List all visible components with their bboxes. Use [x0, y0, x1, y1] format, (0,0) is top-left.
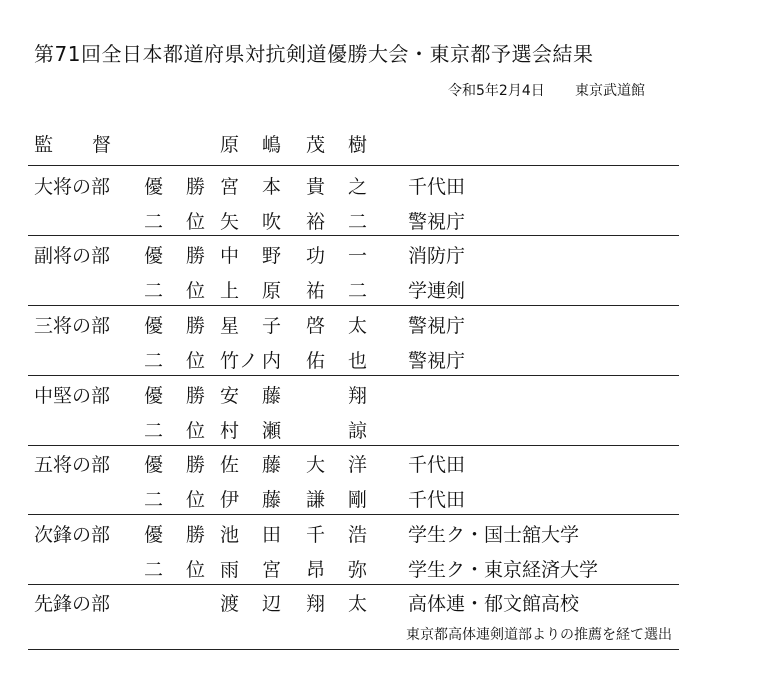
affiliation: 千代田 — [408, 489, 466, 511]
name-char: 宮 — [262, 559, 282, 581]
name-char: 吹 — [262, 211, 282, 233]
affiliation: 千代田 — [408, 176, 466, 198]
name-char: 内 — [262, 350, 282, 372]
rank-char: 勝 — [186, 315, 206, 337]
name-char: 太 — [348, 315, 368, 337]
division-label: 五将の部 — [34, 454, 111, 476]
name-char: 謙 — [306, 489, 326, 511]
name-char: 田 — [262, 524, 282, 546]
division-label: 次鋒の部 — [34, 524, 111, 546]
affiliation: 学生ク・国士舘大学 — [408, 524, 580, 546]
division-label: 大将の部 — [34, 176, 111, 198]
name-char: 也 — [348, 350, 368, 372]
director-name-char: 原 — [220, 134, 240, 156]
affiliation: 高体連・郁文館高校 — [408, 593, 580, 615]
director-label-1: 監 — [34, 134, 54, 156]
name-char: 二 — [348, 211, 368, 233]
rank-char: 優 — [144, 176, 164, 198]
table-row — [0, 587, 760, 621]
name-char: 裕 — [306, 211, 326, 233]
rank-char: 位 — [186, 211, 206, 233]
affiliation: 千代田 — [408, 454, 466, 476]
rank-char: 優 — [144, 454, 164, 476]
division-label: 副将の部 — [34, 245, 111, 267]
name-char: 二 — [348, 280, 368, 302]
name-char: 矢 — [220, 211, 240, 233]
rank-char: 勝 — [186, 385, 206, 407]
divider — [28, 649, 679, 650]
division-label: 先鋒の部 — [34, 593, 111, 615]
name-char: 剛 — [348, 489, 368, 511]
event-venue: 東京武道館 — [575, 83, 645, 99]
name-char: 上 — [220, 280, 240, 302]
name-char: 安 — [220, 385, 240, 407]
rank-char: 勝 — [186, 454, 206, 476]
table-row — [0, 414, 760, 448]
rank-char: 勝 — [186, 524, 206, 546]
name-char: 藤 — [262, 385, 282, 407]
rank-char: 二 — [144, 280, 164, 302]
rank-char: 位 — [186, 420, 206, 442]
rank-char: 優 — [144, 524, 164, 546]
director-name-char: 嶋 — [262, 134, 282, 156]
rank-char: 優 — [144, 385, 164, 407]
name-char: 池 — [220, 524, 240, 546]
table-row — [0, 448, 760, 482]
name-char: 原 — [262, 280, 282, 302]
name-char: 瀬 — [262, 420, 282, 442]
name-char: 中 — [220, 245, 240, 267]
name-char: 之 — [348, 176, 368, 198]
affiliation: 警視庁 — [408, 350, 466, 372]
rank-char: 勝 — [186, 245, 206, 267]
table-row — [0, 170, 760, 204]
name-char: 藤 — [262, 489, 282, 511]
rank-char: 二 — [144, 211, 164, 233]
table-row — [0, 483, 760, 517]
director-name-char: 茂 — [306, 134, 326, 156]
name-char: 祐 — [306, 280, 326, 302]
name-char: 宮 — [220, 176, 240, 198]
name-char: 洋 — [348, 454, 368, 476]
name-char: 竹ノ — [220, 350, 259, 372]
name-char: 星 — [220, 315, 240, 337]
rank-char: 二 — [144, 559, 164, 581]
name-char: 子 — [262, 315, 282, 337]
table-row — [0, 518, 760, 552]
name-char: 渡 — [220, 593, 240, 615]
table-row — [0, 274, 760, 308]
name-char: 諒 — [348, 420, 368, 442]
name-char: 太 — [348, 593, 368, 615]
division-label: 三将の部 — [34, 315, 111, 337]
rank-char: 位 — [186, 559, 206, 581]
table-row — [0, 205, 760, 239]
affiliation: 学生ク・東京経済大学 — [408, 559, 599, 581]
name-char: 辺 — [262, 593, 282, 615]
name-char: 啓 — [306, 315, 326, 337]
name-char: 弥 — [348, 559, 368, 581]
affiliation: 消防庁 — [408, 245, 466, 267]
director-label-2: 督 — [92, 134, 112, 156]
divider — [28, 165, 679, 166]
name-char: 浩 — [348, 524, 368, 546]
name-char: 昂 — [306, 559, 326, 581]
name-char: 藤 — [262, 454, 282, 476]
table-row — [0, 553, 760, 587]
affiliation: 警視庁 — [408, 211, 466, 233]
rank-char: 位 — [186, 350, 206, 372]
rank-char: 勝 — [186, 176, 206, 198]
name-char: 大 — [306, 454, 326, 476]
name-char: 翔 — [306, 593, 326, 615]
selection-note: 東京都高体連剣道部よりの推薦を経て選出 — [406, 627, 672, 643]
name-char: 本 — [262, 176, 282, 198]
page-title: 第71回全日本都道府県対抗剣道優勝大会・東京都予選会結果 — [34, 42, 594, 66]
event-date: 令和5年2月4日 — [448, 83, 545, 99]
name-char: 佑 — [306, 350, 326, 372]
name-char: 野 — [262, 245, 282, 267]
table-row — [0, 309, 760, 343]
rank-char: 二 — [144, 489, 164, 511]
name-char: 翔 — [348, 385, 368, 407]
name-char: 貴 — [306, 176, 326, 198]
name-char: 伊 — [220, 489, 240, 511]
division-label: 中堅の部 — [34, 385, 111, 407]
table-row — [0, 239, 760, 273]
rank-char: 二 — [144, 350, 164, 372]
name-char: 功 — [306, 245, 326, 267]
table-row — [0, 344, 760, 378]
affiliation: 学連剣 — [408, 280, 466, 302]
name-char: 雨 — [220, 559, 240, 581]
name-char: 千 — [306, 524, 326, 546]
rank-char: 優 — [144, 315, 164, 337]
rank-char: 優 — [144, 245, 164, 267]
director-row — [0, 128, 760, 162]
rank-char: 位 — [186, 280, 206, 302]
name-char: 佐 — [220, 454, 240, 476]
director-name-char: 樹 — [348, 134, 368, 156]
rank-char: 位 — [186, 489, 206, 511]
table-row — [0, 379, 760, 413]
name-char: 村 — [220, 420, 240, 442]
affiliation: 警視庁 — [408, 315, 466, 337]
name-char: 一 — [348, 245, 368, 267]
rank-char: 二 — [144, 420, 164, 442]
